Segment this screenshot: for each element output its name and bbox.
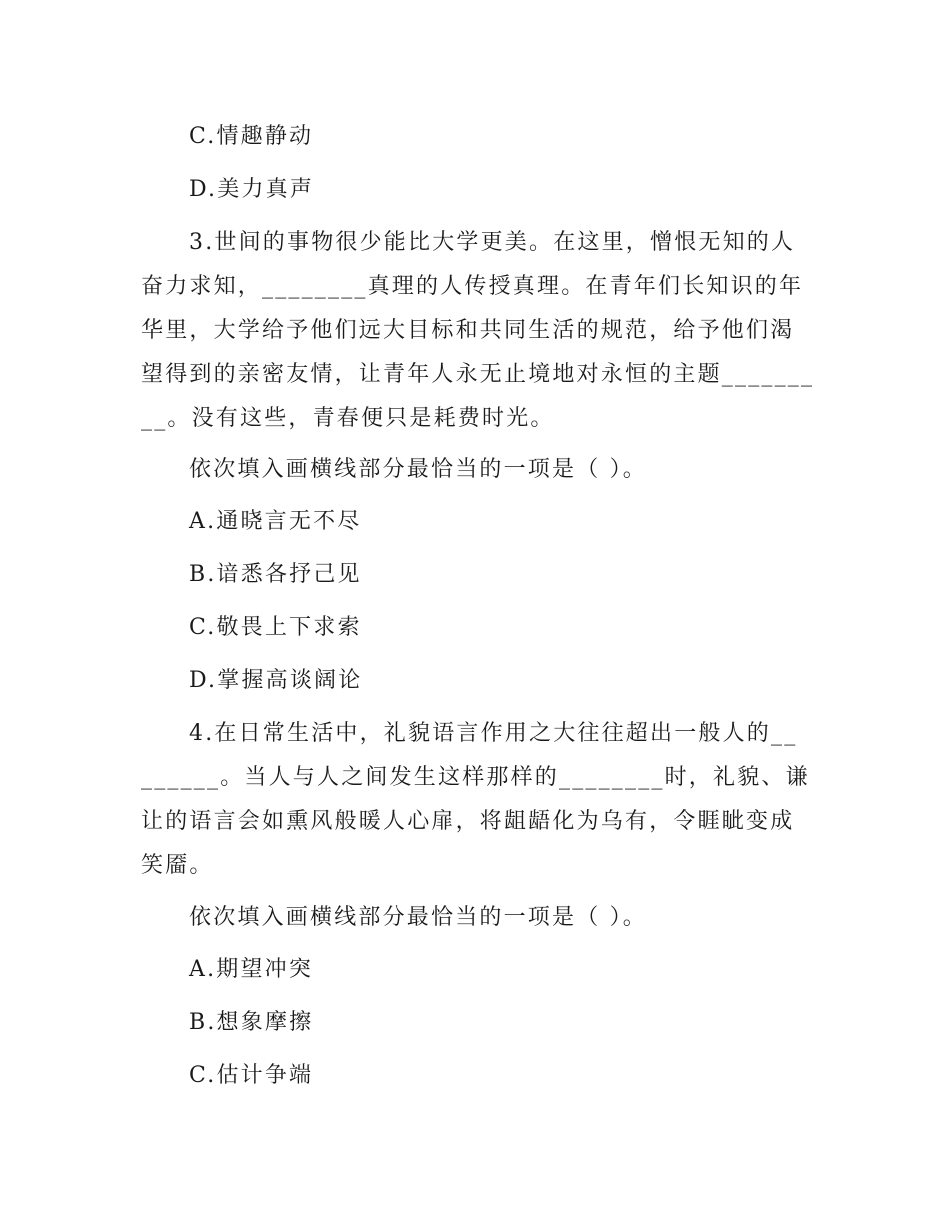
q4-option-c: C.估计争端 [189, 1063, 314, 1088]
q2-option-c: C.情趣静动 [189, 124, 314, 149]
q3-stem-line: 望得到的亲密友情，让青年人永无止境地对永恒的主题_______ [141, 362, 815, 387]
q3-prompt: 依次填入画横线部分最恰当的一项是（ ）。 [189, 457, 647, 482]
q4-prompt: 依次填入画横线部分最恰当的一项是（ ）。 [189, 905, 647, 930]
q3-option-a: A.通晓言无不尽 [189, 509, 362, 534]
q4-stem-line: 让的语言会如熏风般暖人心扉，将龃龉化为乌有，令睚眦变成 [141, 809, 795, 834]
q3-stem-line: __。没有这些，青春便只是耗费时光。 [141, 406, 555, 431]
q2-option-d: D.美力真声 [189, 177, 315, 202]
q3-stem-line: 奋力求知，________真理的人传授真理。在青年们长知识的年 [141, 274, 804, 299]
document-page [141, 0, 813, 1230]
q3-stem-line: 华里，大学给予他们远大目标和共同生活的规范，给予他们渴 [141, 318, 795, 343]
q4-option-b: B.想象摩擦 [189, 1010, 314, 1035]
q3-option-c: C.敬畏上下求索 [189, 615, 362, 640]
q3-option-b: B.谙悉各抒己见 [189, 562, 362, 587]
q4-stem-line: ______。当人与人之间发生这样那样的________时，礼貌、谦 [141, 765, 810, 790]
q4-stem-line: 4.在日常生活中，礼貌语言作用之大往往超出一般人的__ [189, 721, 798, 746]
q4-option-a: A.期望冲突 [189, 957, 314, 982]
q4-stem-line: 笑靥。 [141, 853, 214, 878]
q3-option-d: D.掌握高谈阔论 [189, 668, 363, 693]
q3-stem-line: 3.世间的事物很少能比大学更美。在这里，憎恨无知的人 [189, 230, 796, 255]
